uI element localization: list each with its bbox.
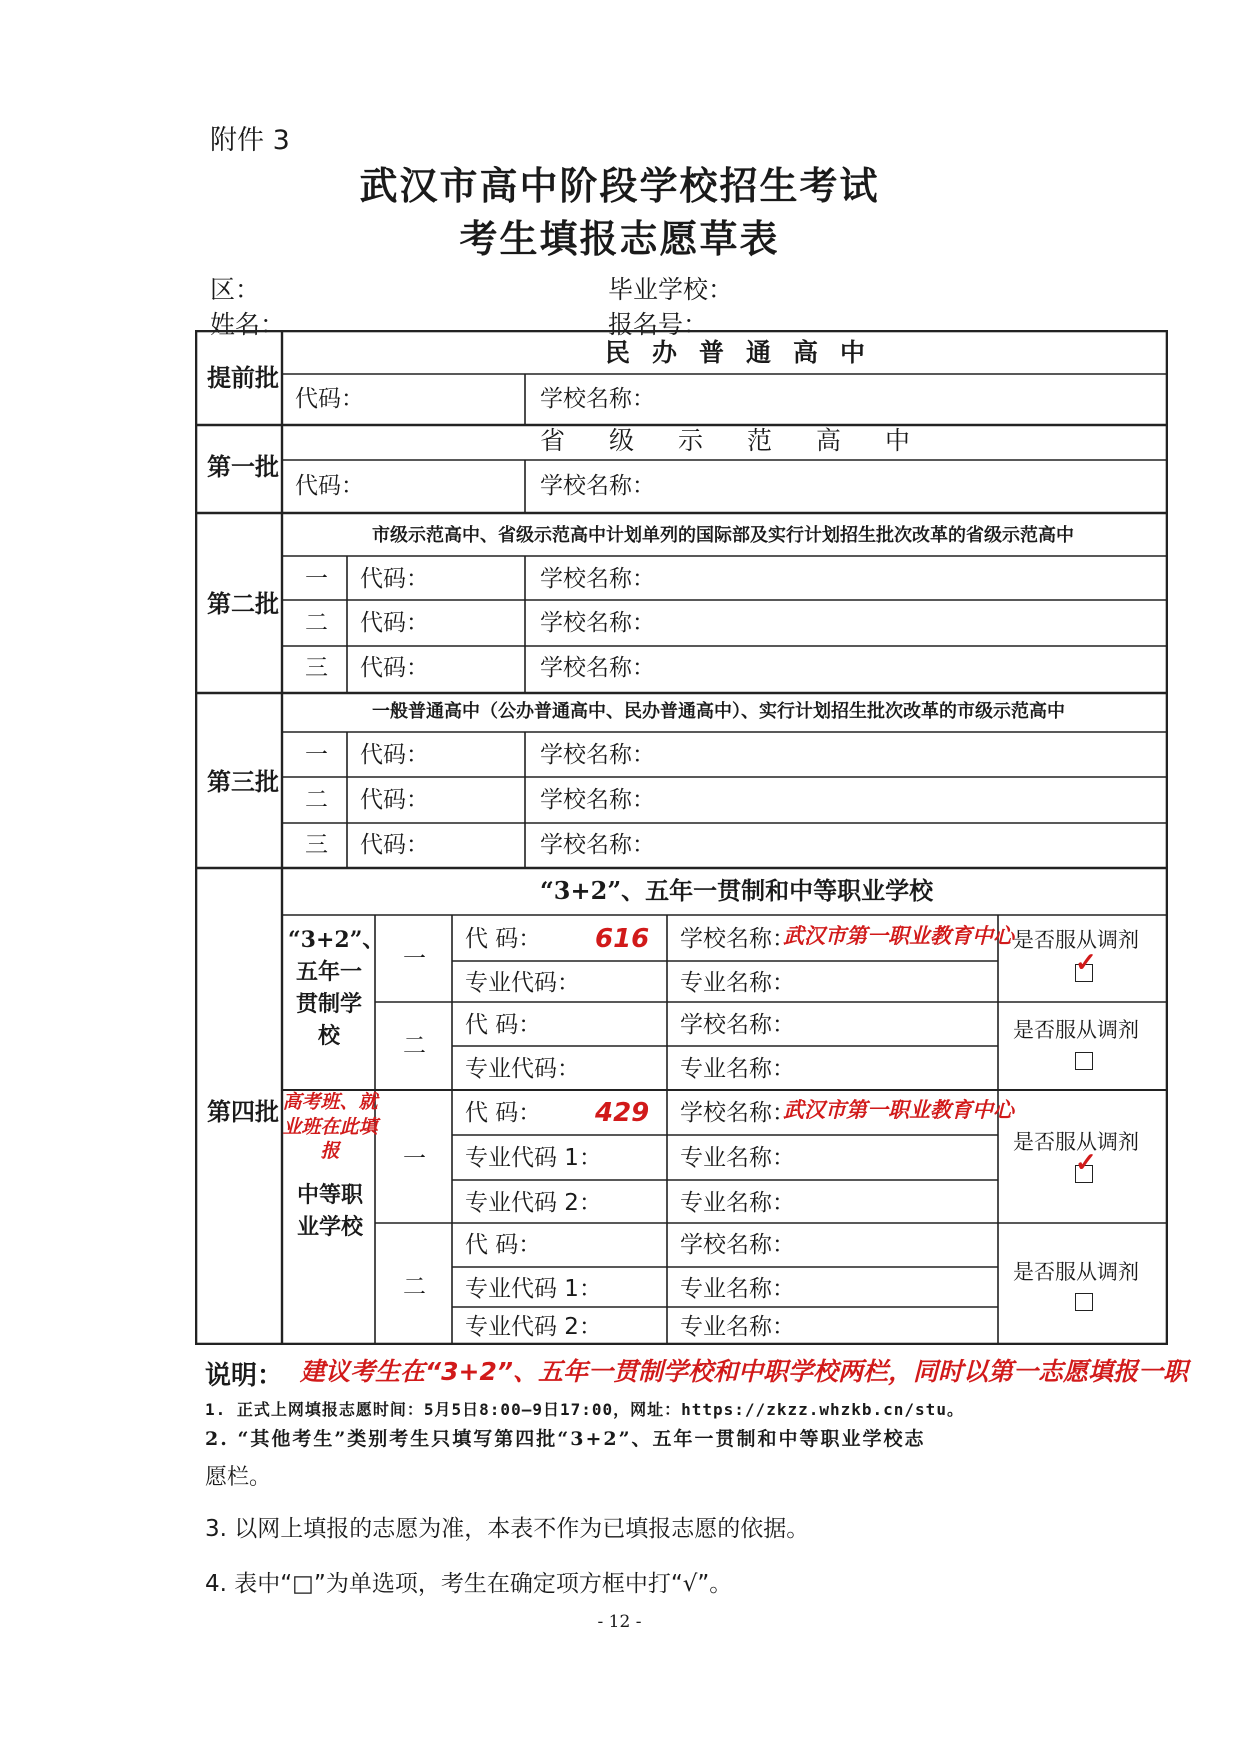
page-subtitle: 考生填报志愿草表 bbox=[459, 216, 780, 261]
third-school-name-label-3: 学校名称： bbox=[540, 832, 655, 858]
g1-code-label-1: 代 码： bbox=[465, 926, 542, 952]
third-code-label-1: 代码： bbox=[360, 742, 429, 768]
group-3plus2-label: “3+2”、五年一贯制学校 bbox=[288, 927, 385, 1049]
batch-label-second: 第二批 bbox=[207, 590, 279, 618]
reg-no-field: 报名号： bbox=[608, 310, 709, 339]
third-code-label-2: 代码： bbox=[360, 787, 429, 813]
fourth-g2-ordinal-1: 一 bbox=[403, 1146, 426, 1172]
obey-label-2: 是否服从调剂 bbox=[1013, 1018, 1139, 1042]
notes-handwritten: 建议考生在“3+2”、五年一贯制学校和中职学校两栏，同时以第一志愿填报一职 bbox=[300, 1357, 1188, 1386]
attachment-label: 附件 3 bbox=[210, 125, 290, 156]
hand-school-2: 武汉市第一职业教育中心 bbox=[783, 1098, 1014, 1122]
g2-code-label-1: 代 码： bbox=[465, 1100, 542, 1126]
g1-code-label-2: 代 码： bbox=[465, 1012, 542, 1038]
second-ordinal-1: 一 bbox=[305, 566, 328, 592]
first-school-name-label: 学校名称： bbox=[540, 473, 655, 499]
fourth-g1-ordinal-1: 一 bbox=[403, 946, 426, 972]
page-number: - 12 - bbox=[597, 1612, 642, 1632]
volunteer-form bbox=[195, 330, 1168, 1345]
g2-major-code1-label-2: 专业代码 1： bbox=[465, 1276, 602, 1302]
g2-major-name-label-1b: 专业名称： bbox=[680, 1190, 795, 1216]
fourth-g1-ordinal-2: 二 bbox=[403, 1033, 426, 1059]
fourth-batch-header: “3+2”、五年一贯制和中等职业学校 bbox=[540, 876, 934, 905]
page-title: 武汉市高中阶段学校招生考试 bbox=[359, 163, 880, 208]
third-school-name-label-1: 学校名称： bbox=[540, 742, 655, 768]
g2-major-name-label-2a: 专业名称： bbox=[680, 1276, 795, 1302]
batch-label-third: 第三批 bbox=[207, 768, 279, 796]
third-school-name-label-2: 学校名称： bbox=[540, 787, 655, 813]
district-field: 区： bbox=[210, 275, 261, 304]
batch-label-first: 第一批 bbox=[207, 453, 279, 481]
second-school-name-label-2: 学校名称： bbox=[540, 610, 655, 636]
notes-title: 说明： bbox=[205, 1361, 284, 1391]
second-batch-header: 市级示范高中、省级示范高中计划单列的国际部及实行计划招生批次改革的省级示范高中 bbox=[372, 525, 1074, 546]
fourth-g2-ordinal-2: 二 bbox=[403, 1274, 426, 1300]
second-ordinal-2: 二 bbox=[305, 610, 328, 636]
g2-major-code1-label-1: 专业代码 1： bbox=[465, 1145, 602, 1171]
second-ordinal-3: 三 bbox=[305, 655, 328, 681]
g2-major-name-label-2b: 专业名称： bbox=[680, 1314, 795, 1340]
note-4: 4. 表中“□”为单选项，考生在确定项方框中打“√”。 bbox=[205, 1571, 733, 1597]
g2-major-code2-label-1: 专业代码 2： bbox=[465, 1190, 602, 1216]
g2-code-label-2: 代 码： bbox=[465, 1232, 542, 1258]
hand-school-1: 武汉市第一职业教育中心 bbox=[783, 924, 1014, 948]
first-batch-header: 省级示范高中 bbox=[540, 426, 955, 455]
early-batch-header: 民办普通高中 bbox=[605, 338, 888, 367]
obey-label-4: 是否服从调剂 bbox=[1013, 1260, 1139, 1284]
hand-code-2: 429 bbox=[595, 1098, 650, 1128]
third-batch-header: 一般普通高中（公办普通高中、民办普通高中）、实行计划招生批次改革的市级示范高中 bbox=[372, 701, 1065, 722]
batch-label-early: 提前批 bbox=[207, 364, 279, 392]
note-1: 1. 正式上网填报志愿时间：5月5日8:00—9日17:00，网址：https://zkzz.whzkb.cn/stu。 bbox=[205, 1400, 964, 1419]
note-3: 3. 以网上填报的志愿为准，本表不作为已填报志愿的依据。 bbox=[205, 1516, 810, 1542]
hand-code-1: 616 bbox=[595, 924, 650, 954]
second-code-label-1: 代码： bbox=[360, 566, 429, 592]
early-code-label: 代码： bbox=[295, 386, 364, 412]
g1-school-name-label-1: 学校名称： bbox=[680, 926, 795, 952]
third-ordinal-1: 一 bbox=[305, 742, 328, 768]
g1-major-code-label-1: 专业代码： bbox=[465, 970, 580, 996]
name-field: 姓名： bbox=[210, 310, 286, 339]
g2-school-name-label-1: 学校名称： bbox=[680, 1100, 795, 1126]
third-ordinal-3: 三 bbox=[305, 832, 328, 858]
g1-major-name-label-2: 专业名称： bbox=[680, 1056, 795, 1082]
first-code-label: 代码： bbox=[295, 473, 364, 499]
g2-major-name-label-1a: 专业名称： bbox=[680, 1145, 795, 1171]
second-code-label-2: 代码： bbox=[360, 610, 429, 636]
obey-checkbox-4[interactable] bbox=[1075, 1293, 1093, 1311]
second-code-label-3: 代码： bbox=[360, 655, 429, 681]
note-2-cont: 愿栏。 bbox=[205, 1465, 272, 1490]
second-school-name-label-3: 学校名称： bbox=[540, 655, 655, 681]
g1-school-name-label-2: 学校名称： bbox=[680, 1012, 795, 1038]
g1-major-code-label-2: 专业代码： bbox=[465, 1056, 580, 1082]
g1-major-name-label-1: 专业名称： bbox=[680, 970, 795, 996]
batch-label-fourth: 第四批 bbox=[207, 1098, 279, 1126]
note-2: 2. “其他考生”类别考生只填写第四批“3+2”、五年一贯制和中等职业学校志 bbox=[205, 1428, 926, 1450]
early-school-name-label: 学校名称： bbox=[540, 386, 655, 412]
obey-checkbox-2[interactable] bbox=[1075, 1052, 1093, 1070]
third-ordinal-2: 二 bbox=[305, 787, 328, 813]
hand-tick-1: ✓ bbox=[1075, 948, 1097, 978]
hand-tick-2: ✓ bbox=[1075, 1148, 1097, 1178]
obey-label-3: 是否服从调剂 bbox=[1013, 1130, 1139, 1154]
third-code-label-3: 代码： bbox=[360, 832, 429, 858]
g2-school-name-label-2: 学校名称： bbox=[680, 1232, 795, 1258]
group-vocational-label: 中等职业学校 bbox=[296, 1182, 363, 1240]
second-school-name-label-1: 学校名称： bbox=[540, 566, 655, 592]
g2-major-code2-label-2: 专业代码 2： bbox=[465, 1314, 602, 1340]
school-field: 毕业学校： bbox=[608, 275, 734, 304]
handnote-side: 高考班、就业班在此填报 bbox=[282, 1091, 378, 1163]
obey-label-1: 是否服从调剂 bbox=[1013, 928, 1139, 952]
